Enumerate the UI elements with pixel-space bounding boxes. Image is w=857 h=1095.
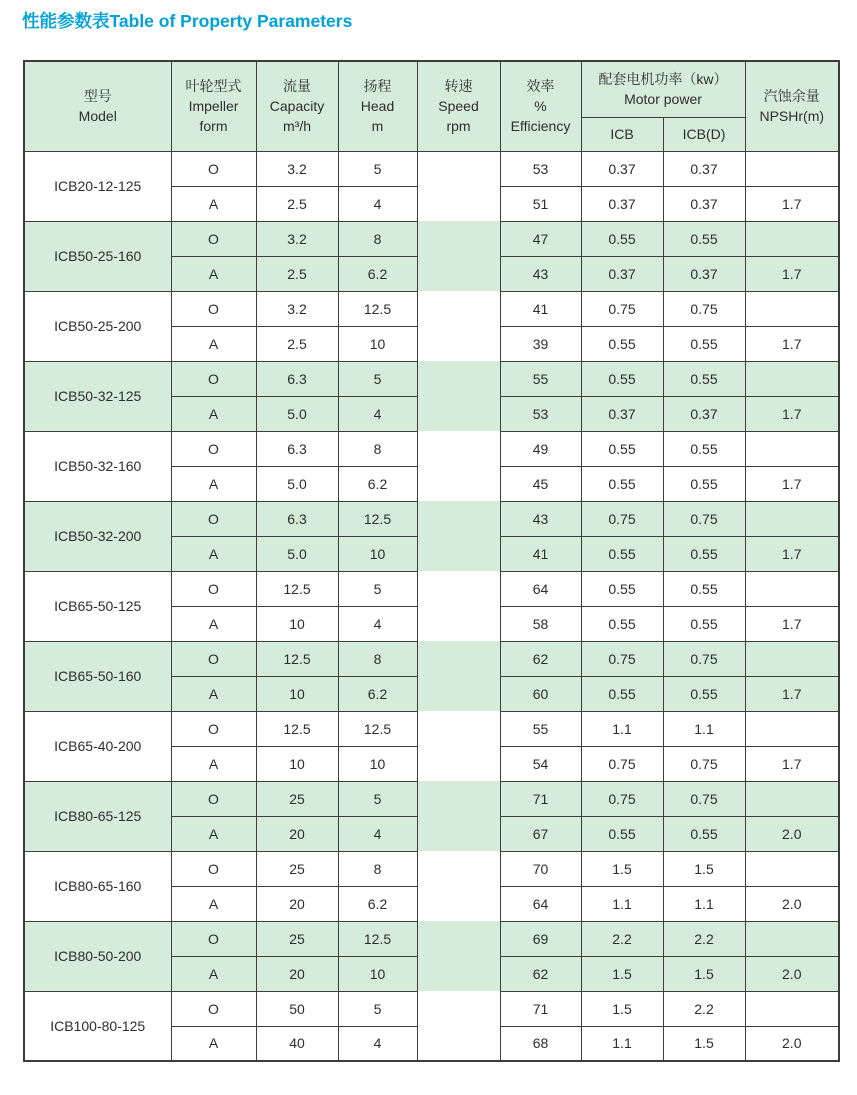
impeller-form-cell: A xyxy=(171,466,256,501)
efficiency-cell: 55 xyxy=(500,361,581,396)
capacity-cell: 5.0 xyxy=(256,466,338,501)
model-cell: ICB65-40-200 xyxy=(24,711,171,781)
capacity-cell: 3.2 xyxy=(256,151,338,186)
capacity-cell: 12.5 xyxy=(256,711,338,746)
capacity-cell: 3.2 xyxy=(256,221,338,256)
impeller-form-cell: O xyxy=(171,851,256,886)
col-header-speed-en1: Speed xyxy=(438,98,479,115)
impeller-form-cell: A xyxy=(171,396,256,431)
efficiency-cell: 70 xyxy=(500,851,581,886)
efficiency-cell: 62 xyxy=(500,956,581,991)
npshr-cell xyxy=(745,361,839,396)
npshr-cell xyxy=(745,921,839,956)
table-row xyxy=(24,151,839,186)
model-cell: ICB50-32-200 xyxy=(24,501,171,571)
impeller-form-cell: O xyxy=(171,641,256,676)
npshr-cell xyxy=(745,571,839,606)
impeller-form-cell: A xyxy=(171,536,256,571)
page-title xyxy=(22,8,352,33)
col-header-capacity xyxy=(256,61,338,151)
model-cell: ICB65-50-160 xyxy=(24,641,171,711)
icbd-power-cell: 0.55 xyxy=(663,676,745,711)
npshr-cell xyxy=(745,851,839,886)
icb-power-cell: 0.55 xyxy=(581,816,663,851)
head-cell: 6.2 xyxy=(338,886,417,921)
icbd-power-cell: 0.55 xyxy=(663,816,745,851)
icbd-power-cell: 0.55 xyxy=(663,431,745,466)
icb-power-cell: 0.37 xyxy=(581,151,663,186)
head-cell: 6.2 xyxy=(338,466,417,501)
model-cell: ICB80-50-200 xyxy=(24,921,171,991)
npshr-cell xyxy=(745,501,839,536)
property-parameters-table xyxy=(23,60,840,1062)
efficiency-cell: 53 xyxy=(500,151,581,186)
icb-power-cell: 0.55 xyxy=(581,221,663,256)
capacity-cell: 25 xyxy=(256,851,338,886)
efficiency-cell: 64 xyxy=(500,571,581,606)
head-cell: 8 xyxy=(338,221,417,256)
capacity-cell: 2.5 xyxy=(256,256,338,291)
npshr-cell: 1.7 xyxy=(745,256,839,291)
capacity-cell: 25 xyxy=(256,921,338,956)
icb-power-cell: 0.55 xyxy=(581,676,663,711)
capacity-cell: 3.2 xyxy=(256,291,338,326)
impeller-form-cell: O xyxy=(171,921,256,956)
icb-power-cell: 0.75 xyxy=(581,781,663,816)
icb-power-cell: 0.55 xyxy=(581,326,663,361)
icb-power-cell: 0.75 xyxy=(581,291,663,326)
col-header-efficiency-zh: 效率 xyxy=(526,78,555,95)
impeller-form-cell: O xyxy=(171,151,256,186)
impeller-form-cell: A xyxy=(171,326,256,361)
npshr-cell: 1.7 xyxy=(745,676,839,711)
efficiency-cell: 54 xyxy=(500,746,581,781)
efficiency-cell: 41 xyxy=(500,536,581,571)
model-cell: ICB65-50-125 xyxy=(24,571,171,641)
capacity-cell: 2.5 xyxy=(256,186,338,221)
head-cell: 12.5 xyxy=(338,921,417,956)
icbd-power-cell: 0.75 xyxy=(663,501,745,536)
icbd-power-cell: 0.37 xyxy=(663,396,745,431)
table-row xyxy=(24,851,839,886)
npshr-cell xyxy=(745,151,839,186)
table-row xyxy=(24,921,839,956)
impeller-form-cell: A xyxy=(171,606,256,641)
model-cell: ICB80-65-160 xyxy=(24,851,171,921)
header-row-1 xyxy=(24,61,839,117)
head-cell: 8 xyxy=(338,641,417,676)
impeller-form-cell: A xyxy=(171,956,256,991)
efficiency-cell: 45 xyxy=(500,466,581,501)
col-header-npshr xyxy=(745,61,839,151)
icb-power-cell: 1.5 xyxy=(581,991,663,1026)
capacity-cell: 6.3 xyxy=(256,431,338,466)
npshr-cell: 1.7 xyxy=(745,326,839,361)
npshr-cell: 2.0 xyxy=(745,816,839,851)
model-cell: ICB20-12-125 xyxy=(24,151,171,221)
icbd-power-cell: 0.37 xyxy=(663,256,745,291)
npshr-cell: 1.7 xyxy=(745,606,839,641)
icb-power-cell: 1.1 xyxy=(581,711,663,746)
speed-cell xyxy=(417,991,500,1061)
speed-cell xyxy=(417,781,500,851)
capacity-cell: 20 xyxy=(256,956,338,991)
col-header-impeller-form xyxy=(171,61,256,151)
model-cell: ICB100-80-125 xyxy=(24,991,171,1061)
col-header-impeller-en1: Impeller xyxy=(188,98,239,115)
icbd-power-cell: 1.1 xyxy=(663,711,745,746)
col-header-motor-power-zh: 配套电机功率（kw） xyxy=(598,71,728,88)
icbd-power-cell: 2.2 xyxy=(663,921,745,956)
capacity-cell: 25 xyxy=(256,781,338,816)
impeller-form-cell: A xyxy=(171,1026,256,1061)
head-cell: 12.5 xyxy=(338,291,417,326)
efficiency-cell: 71 xyxy=(500,781,581,816)
table-row xyxy=(24,291,839,326)
col-header-speed xyxy=(417,61,500,151)
impeller-form-cell: A xyxy=(171,886,256,921)
icbd-power-cell: 0.55 xyxy=(663,361,745,396)
icb-power-cell: 0.55 xyxy=(581,361,663,396)
speed-cell xyxy=(417,361,500,431)
icbd-power-cell: 0.37 xyxy=(663,186,745,221)
col-header-icbd: ICB(D) xyxy=(663,117,745,151)
head-cell: 10 xyxy=(338,536,417,571)
col-header-head-zh: 扬程 xyxy=(363,78,392,95)
impeller-form-cell: A xyxy=(171,676,256,711)
icb-power-cell: 1.1 xyxy=(581,886,663,921)
impeller-form-cell: O xyxy=(171,291,256,326)
icb-power-cell: 0.75 xyxy=(581,746,663,781)
capacity-cell: 10 xyxy=(256,606,338,641)
icbd-power-cell: 0.75 xyxy=(663,291,745,326)
capacity-cell: 12.5 xyxy=(256,571,338,606)
head-cell: 4 xyxy=(338,606,417,641)
model-cell: ICB50-25-200 xyxy=(24,291,171,361)
efficiency-cell: 41 xyxy=(500,291,581,326)
table-row xyxy=(24,711,839,746)
npshr-cell xyxy=(745,991,839,1026)
speed-cell xyxy=(417,711,500,781)
capacity-cell: 2.5 xyxy=(256,326,338,361)
npshr-cell xyxy=(745,641,839,676)
icbd-power-cell: 0.75 xyxy=(663,641,745,676)
icbd-power-cell: 2.2 xyxy=(663,991,745,1026)
head-cell: 10 xyxy=(338,956,417,991)
impeller-form-cell: O xyxy=(171,361,256,396)
capacity-cell: 6.3 xyxy=(256,501,338,536)
npshr-cell: 1.7 xyxy=(745,466,839,501)
col-header-impeller-en2: form xyxy=(199,118,228,135)
capacity-cell: 40 xyxy=(256,1026,338,1061)
icbd-power-cell: 0.37 xyxy=(663,151,745,186)
speed-cell xyxy=(417,851,500,921)
icbd-power-cell: 0.55 xyxy=(663,221,745,256)
capacity-cell: 5.0 xyxy=(256,396,338,431)
speed-cell xyxy=(417,571,500,641)
npshr-cell: 2.0 xyxy=(745,956,839,991)
efficiency-cell: 67 xyxy=(500,816,581,851)
npshr-cell xyxy=(745,431,839,466)
efficiency-cell: 43 xyxy=(500,256,581,291)
head-cell: 8 xyxy=(338,431,417,466)
page-title-en: Table of Property Parameters xyxy=(109,11,353,31)
icbd-power-cell: 1.5 xyxy=(663,851,745,886)
model-cell: ICB50-32-160 xyxy=(24,431,171,501)
icbd-power-cell: 1.5 xyxy=(663,1026,745,1061)
efficiency-cell: 47 xyxy=(500,221,581,256)
icb-power-cell: 1.1 xyxy=(581,1026,663,1061)
npshr-cell: 1.7 xyxy=(745,746,839,781)
table-row xyxy=(24,641,839,676)
head-cell: 10 xyxy=(338,746,417,781)
icbd-power-cell: 0.55 xyxy=(663,536,745,571)
head-cell: 4 xyxy=(338,396,417,431)
capacity-cell: 20 xyxy=(256,816,338,851)
table-row xyxy=(24,571,839,606)
npshr-cell: 2.0 xyxy=(745,1026,839,1061)
head-cell: 5 xyxy=(338,151,417,186)
head-cell: 5 xyxy=(338,571,417,606)
npshr-cell xyxy=(745,711,839,746)
head-cell: 4 xyxy=(338,1026,417,1061)
efficiency-cell: 69 xyxy=(500,921,581,956)
efficiency-cell: 51 xyxy=(500,186,581,221)
impeller-form-cell: A xyxy=(171,256,256,291)
npshr-cell: 2.0 xyxy=(745,886,839,921)
icb-power-cell: 0.55 xyxy=(581,606,663,641)
capacity-cell: 10 xyxy=(256,676,338,711)
table-row xyxy=(24,781,839,816)
icb-power-cell: 2.2 xyxy=(581,921,663,956)
table-row xyxy=(24,221,839,256)
col-header-head xyxy=(338,61,417,151)
impeller-form-cell: A xyxy=(171,816,256,851)
efficiency-cell: 58 xyxy=(500,606,581,641)
page-title-zh: 性能参数表 xyxy=(22,11,110,31)
col-header-efficiency-en2: Efficiency xyxy=(510,118,571,135)
col-header-efficiency-en1: % xyxy=(534,98,547,115)
capacity-cell: 5.0 xyxy=(256,536,338,571)
impeller-form-cell: O xyxy=(171,431,256,466)
head-cell: 10 xyxy=(338,326,417,361)
capacity-cell: 12.5 xyxy=(256,641,338,676)
model-cell: ICB50-25-160 xyxy=(24,221,171,291)
npshr-cell xyxy=(745,781,839,816)
col-header-icb: ICB xyxy=(581,117,663,151)
impeller-form-cell: A xyxy=(171,186,256,221)
col-header-capacity-en2: m³/h xyxy=(283,118,311,135)
head-cell: 5 xyxy=(338,781,417,816)
efficiency-cell: 62 xyxy=(500,641,581,676)
speed-cell xyxy=(417,921,500,991)
col-header-npshr-zh: 汽蚀余量 xyxy=(763,88,820,105)
icb-power-cell: 0.37 xyxy=(581,396,663,431)
col-header-head-en1: Head xyxy=(360,98,395,115)
table-row xyxy=(24,431,839,466)
npshr-cell xyxy=(745,291,839,326)
efficiency-cell: 60 xyxy=(500,676,581,711)
col-header-motor-power xyxy=(581,61,745,117)
speed-cell xyxy=(417,431,500,501)
icbd-power-cell: 0.55 xyxy=(663,571,745,606)
capacity-cell: 20 xyxy=(256,886,338,921)
table-row xyxy=(24,501,839,536)
table-row xyxy=(24,991,839,1026)
model-cell: ICB50-32-125 xyxy=(24,361,171,431)
npshr-cell: 1.7 xyxy=(745,186,839,221)
npshr-cell: 1.7 xyxy=(745,536,839,571)
model-cell: ICB80-65-125 xyxy=(24,781,171,851)
icb-power-cell: 1.5 xyxy=(581,851,663,886)
icb-power-cell: 0.37 xyxy=(581,256,663,291)
efficiency-cell: 49 xyxy=(500,431,581,466)
col-header-motor-power-en: Motor power xyxy=(624,91,702,108)
col-header-speed-zh: 转速 xyxy=(444,78,473,95)
icbd-power-cell: 0.55 xyxy=(663,466,745,501)
efficiency-cell: 55 xyxy=(500,711,581,746)
icbd-power-cell: 0.55 xyxy=(663,606,745,641)
impeller-form-cell: O xyxy=(171,221,256,256)
impeller-form-cell: O xyxy=(171,991,256,1026)
efficiency-cell: 68 xyxy=(500,1026,581,1061)
head-cell: 5 xyxy=(338,991,417,1026)
npshr-cell xyxy=(745,221,839,256)
icbd-power-cell: 0.75 xyxy=(663,781,745,816)
efficiency-cell: 64 xyxy=(500,886,581,921)
head-cell: 12.5 xyxy=(338,501,417,536)
col-header-capacity-zh: 流量 xyxy=(283,78,311,95)
impeller-form-cell: O xyxy=(171,711,256,746)
col-header-capacity-en1: Capacity xyxy=(269,98,325,115)
capacity-cell: 50 xyxy=(256,991,338,1026)
icb-power-cell: 0.55 xyxy=(581,431,663,466)
impeller-form-cell: O xyxy=(171,781,256,816)
head-cell: 4 xyxy=(338,816,417,851)
icb-power-cell: 0.55 xyxy=(581,536,663,571)
head-cell: 12.5 xyxy=(338,711,417,746)
head-cell: 4 xyxy=(338,186,417,221)
col-header-impeller-zh: 叶轮型式 xyxy=(185,78,242,95)
icb-power-cell: 1.5 xyxy=(581,956,663,991)
icb-power-cell: 0.75 xyxy=(581,641,663,676)
head-cell: 6.2 xyxy=(338,676,417,711)
speed-cell xyxy=(417,501,500,571)
table-row xyxy=(24,361,839,396)
icbd-power-cell: 0.55 xyxy=(663,326,745,361)
efficiency-cell: 71 xyxy=(500,991,581,1026)
impeller-form-cell: O xyxy=(171,501,256,536)
impeller-form-cell: A xyxy=(171,746,256,781)
icb-power-cell: 0.37 xyxy=(581,186,663,221)
col-header-model xyxy=(24,61,171,151)
head-cell: 6.2 xyxy=(338,256,417,291)
icb-power-cell: 0.55 xyxy=(581,571,663,606)
head-cell: 5 xyxy=(338,361,417,396)
speed-cell xyxy=(417,151,500,221)
speed-cell xyxy=(417,291,500,361)
icbd-power-cell: 1.5 xyxy=(663,956,745,991)
efficiency-cell: 53 xyxy=(500,396,581,431)
head-cell: 8 xyxy=(338,851,417,886)
icbd-power-cell: 1.1 xyxy=(663,886,745,921)
impeller-form-cell: O xyxy=(171,571,256,606)
col-header-speed-en2: rpm xyxy=(446,118,471,135)
col-header-head-en2: m xyxy=(371,118,384,135)
efficiency-cell: 39 xyxy=(500,326,581,361)
speed-cell xyxy=(417,221,500,291)
speed-cell xyxy=(417,641,500,711)
col-header-npshr-en: NPSHr(m) xyxy=(759,108,825,125)
col-header-model-zh: 型号 xyxy=(83,88,112,105)
capacity-cell: 6.3 xyxy=(256,361,338,396)
capacity-cell: 10 xyxy=(256,746,338,781)
icb-power-cell: 0.75 xyxy=(581,501,663,536)
col-header-efficiency xyxy=(500,61,581,151)
col-header-model-en: Model xyxy=(78,108,117,125)
icb-power-cell: 0.55 xyxy=(581,466,663,501)
efficiency-cell: 43 xyxy=(500,501,581,536)
npshr-cell: 1.7 xyxy=(745,396,839,431)
icbd-power-cell: 0.75 xyxy=(663,746,745,781)
